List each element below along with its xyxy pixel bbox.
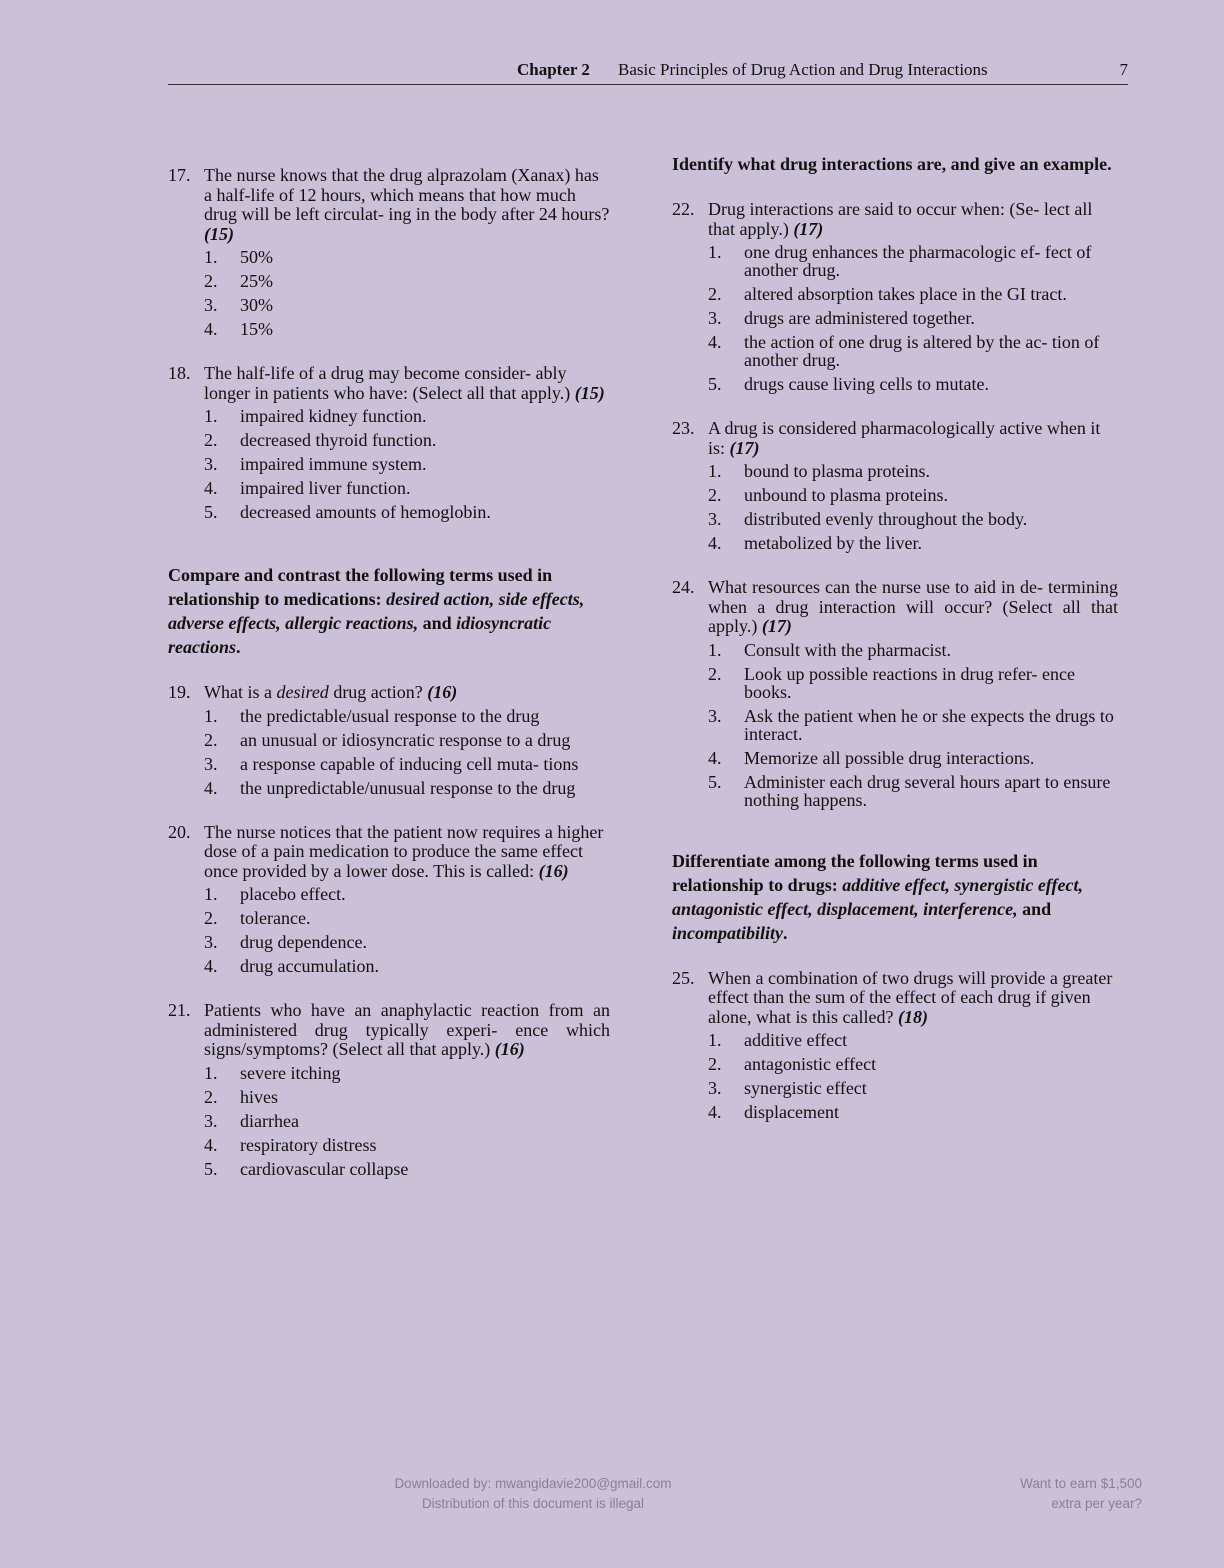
answer-option: 2. tolerance. [204, 908, 311, 928]
answer-option: 4. drug accumulation. [204, 956, 379, 976]
page-reference: (17) [793, 218, 824, 239]
question-19 [168, 683, 610, 797]
question-number: 20. [168, 821, 191, 842]
answer-options [708, 243, 1118, 393]
answer-options [204, 1064, 610, 1178]
question-stem: Patients who have an anaphylactic reaction from an administered drug typically experi- ence which signs/symptoms? (Select all that apply.) (16) [204, 1000, 610, 1059]
answer-option: 5. decreased amounts of hemoglobin. [204, 502, 491, 522]
answer-option: 3. distributed evenly throughout the body. [708, 509, 1028, 529]
question-21 [168, 1001, 610, 1178]
chapter-title: Basic Principles of Drug Action and Drug Interactions [618, 60, 988, 79]
answer-option: 3. diarrhea [204, 1110, 299, 1131]
answer-options [708, 1031, 1118, 1121]
answer-option: 1. bound to plasma proteins. [708, 461, 930, 481]
answer-option: 2. decreased thyroid function. [204, 430, 437, 450]
question-18 [168, 364, 610, 521]
answer-option: 4. respiratory distress [204, 1134, 377, 1155]
page-reference: (15) [204, 223, 234, 244]
page-reference: (16) [427, 682, 458, 702]
question-stem: The nurse knows that the drug alprazolam (Xanax) has a half-life of 12 hours, which means that how much drug will be left circulat- ing in the body after 24 hours? (15) [204, 165, 610, 244]
question-number: 19. [168, 682, 191, 702]
answer-option: 1. 50% [204, 247, 273, 267]
question-stem: What is a desired drug action? (16) [204, 682, 458, 702]
question-22 [672, 200, 1118, 393]
promo-line-1[interactable]: Want to earn $1,500 [1020, 1476, 1142, 1491]
answer-options [204, 707, 610, 797]
section-heading-interactions: Identify what drug interactions are, and give an example. [672, 154, 1112, 174]
answer-option: 2. hives [204, 1086, 278, 1107]
answer-option: 3. 30% [204, 295, 273, 315]
answer-option: 4. Memorize all possible drug interactions. [708, 747, 1035, 768]
question-24 [672, 578, 1118, 809]
answer-option: 4. metabolized by the liver. [708, 533, 922, 553]
answer-option: 3. drug dependence. [204, 932, 367, 952]
download-footer [392, 1474, 674, 1514]
question-20 [168, 823, 610, 976]
answer-option: 1. severe itching [204, 1062, 341, 1083]
answer-option: 2. altered absorption takes place in the GI tract. [708, 284, 1067, 304]
page-reference: (17) [729, 437, 760, 458]
answer-option: 4. the action of one drug is altered by the ac- tion of another drug. [708, 332, 1100, 370]
page-header [168, 60, 1128, 85]
question-stem: Drug interactions are said to occur when: (Se- lect all that apply.) (17) [708, 199, 1093, 239]
distribution-notice: Distribution of this document is illegal [421, 1496, 645, 1511]
answer-option: 5. Administer each drug several hours apart to ensure nothing happens. [708, 771, 1111, 810]
question-stem: What resources can the nurse use to aid in de- termining when a drug interaction will occur? (Select all that apply.) (17) [708, 577, 1118, 636]
answer-option: 1. the predictable/usual response to the drug [204, 705, 540, 726]
question-stem: When a combination of two drugs will provide a greater effect than the sum of the effect of each drug if given alone, what is this called? (18) [708, 967, 1113, 1027]
question-number: 18. [168, 363, 191, 383]
question-number: 17. [168, 165, 191, 185]
answer-option: 1. one drug enhances the pharmacologic ef- fect of another drug. [708, 242, 1092, 280]
page-reference: (15) [574, 382, 605, 403]
answer-option: 3. Ask the patient when he or she expects the drugs to interact. [708, 705, 1114, 744]
question-number: 24. [672, 577, 695, 597]
promo-line-2[interactable]: extra per year? [1051, 1496, 1142, 1511]
page-reference: (17) [761, 616, 792, 636]
answer-options [204, 885, 610, 975]
page-reference: (16) [538, 860, 569, 881]
answer-option: 2. an unusual or idiosyncratic response to a drug [204, 729, 571, 750]
answer-option: 4. the unpredictable/unusual response to the drug [204, 777, 576, 798]
answer-option: 3. impaired immune system. [204, 454, 427, 474]
answer-option: 5. drugs cause living cells to mutate. [708, 374, 989, 394]
left-column [168, 152, 610, 1204]
question-stem: The nurse notices that the patient now requires a higher dose of a pain medication to produce the same effect once provided by a lower dose. This is called: (16) [204, 821, 604, 881]
question-number: 23. [672, 418, 695, 438]
answer-options [708, 462, 1118, 552]
answer-options [708, 641, 1118, 809]
answer-option: 1. additive effect [708, 1030, 848, 1050]
promo-footer[interactable] [1000, 1474, 1142, 1514]
page-number: 7 [1119, 60, 1128, 79]
answer-option: 1. impaired kidney function. [204, 406, 427, 426]
answer-option: 3. synergistic effect [708, 1078, 867, 1098]
answer-option: 2. antagonistic effect [708, 1054, 877, 1074]
answer-options [204, 248, 610, 338]
answer-option: 2. unbound to plasma proteins. [708, 485, 948, 505]
answer-option: 1. Consult with the pharmacist. [708, 639, 951, 660]
section-heading-terms: Compare and contrast the following terms used in relationship to medications: desired action, side effects, adverse effects, allergic reactions, and idiosyncratic reactions. [168, 565, 585, 657]
answer-option: 1. placebo effect. [204, 884, 346, 904]
section-heading-effects: Differentiate among the following terms used in relationship to drugs: additive effect, synergistic effect, antagonistic effect, displacement, interference, and incompatibility. [672, 850, 1083, 943]
answer-option: 3. drugs are administered together. [708, 308, 975, 328]
answer-option: 5. cardiovascular collapse [204, 1158, 409, 1179]
question-23 [672, 419, 1118, 552]
answer-option: 2. 25% [204, 271, 273, 291]
answer-option: 3. a response capable of inducing cell muta- tions [204, 753, 579, 774]
answer-option: 2. Look up possible reactions in drug refer- ence books. [708, 663, 1076, 702]
question-stem: The half-life of a drug may become consider- ably longer in patients who have: (Select all that apply.) (15) [204, 363, 605, 403]
answer-options [204, 407, 610, 521]
right-column [672, 152, 1118, 1147]
answer-option: 4. displacement [708, 1102, 839, 1122]
question-17 [168, 166, 610, 338]
download-notice: Downloaded by: mwangidavie200@gmail.com [394, 1476, 672, 1491]
page-reference: (18) [897, 1006, 928, 1027]
question-25 [672, 969, 1118, 1122]
answer-option: 4. 15% [204, 319, 273, 339]
question-number: 21. [168, 1000, 191, 1020]
answer-option: 4. impaired liver function. [204, 478, 411, 498]
page-reference: (16) [494, 1039, 525, 1059]
question-stem: A drug is considered pharmacologically active when it is: (17) [708, 418, 1101, 458]
question-number: 25. [672, 967, 695, 988]
chapter-label: Chapter 2 [517, 60, 590, 79]
question-number: 22. [672, 199, 695, 219]
